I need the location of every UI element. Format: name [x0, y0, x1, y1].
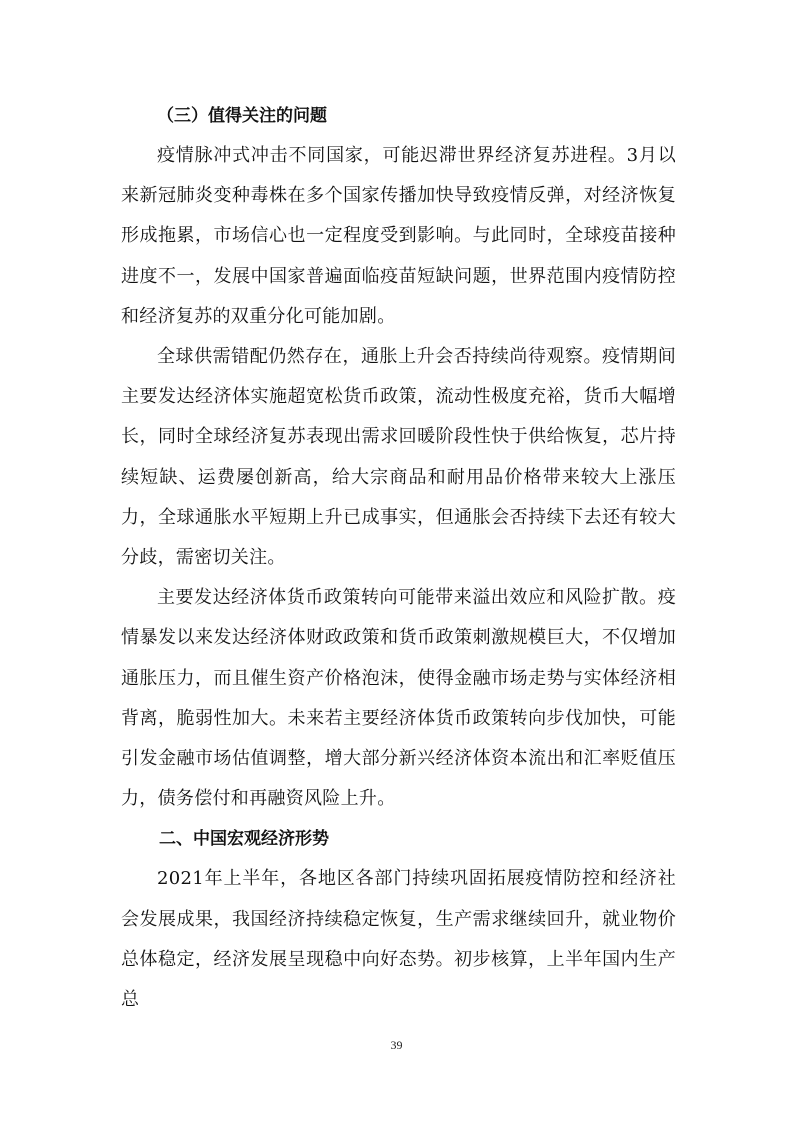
section-heading: （三）值得关注的问题 [157, 106, 327, 126]
chapter-heading: 二、中国宏观经济形势 [159, 829, 329, 850]
paragraph-china-economy: 2021年上半年，各地区各部门持续巩固拓展疫情防控和经济社会发展成果，我国经济持续稳定恢复，生产需求继续回升，就业物价总体稳定，经济发展呈现稳中向好态势。初步核算，上半年国内生产总 [121, 868, 676, 1011]
page-number: 39 [390, 1038, 403, 1052]
paragraph-epidemic-impact: 疫情脉冲式冲击不同国家，可能迟滞世界经济复苏进程。3月以来新冠肺炎变种毒株在多个国家传播加快导致疫情反弹，对经济恢复形成拖累，市场信心也一定程度受到影响。与此同时，全球疫苗接种进度不一，发展中国家普遍面临疫苗短缺问题，世界范围内疫情防控和经济复苏的双重分化可能加剧。 [121, 145, 676, 327]
paragraph-monetary-policy-spillover: 主要发达经济体货币政策转向可能带来溢出效应和风险扩散。疫情暴发以来发达经济体财政政策和货币政策刺激规模巨大，不仅增加通胀压力，而且催生资产价格泡沫，使得金融市场走势与实体经济相背离，脆弱性加大。未来若主要经济体货币政策转向步伐加快，可能引发金融市场估值调整，增大部分新兴经济体资本流出和汇率贬值压力，债务偿付和再融资风险上升。 [121, 587, 676, 810]
page-body [121, 96, 676, 1020]
paragraph-supply-demand-inflation: 全球供需错配仍然存在，通胀上升会否持续尚待观察。疫情期间主要发达经济体实施超宽松货币政策，流动性极度充裕，货币大幅增长，同时全球经济复苏表现出需求回暖阶段性快于供给恢复，芯片持续短缺、运费屡创新高，给大宗商品和耐用品价格带来较大上涨压力，全球通胀水平短期上升已成事实，但通胀会否持续下去还有较大分歧，需密切关注。 [121, 346, 676, 569]
